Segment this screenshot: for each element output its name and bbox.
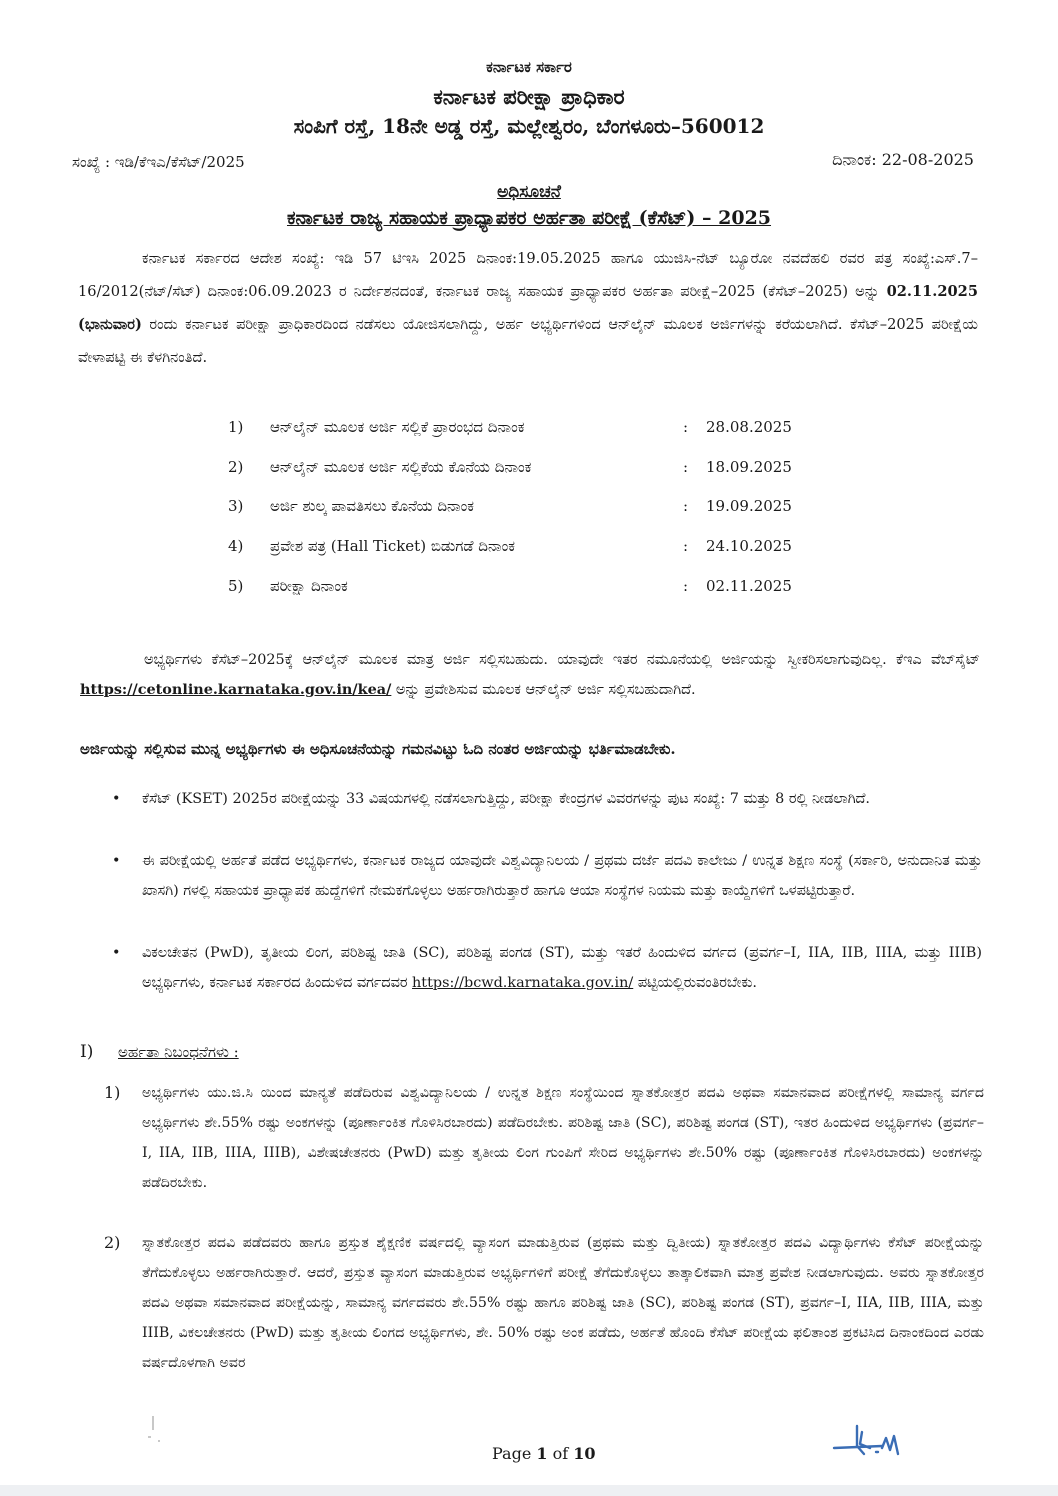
signature-mark [824, 1424, 906, 1464]
online-note-text-after: ಅನ್ನು ಪ್ರವೇಶಿಸುವ ಮೂಲಕ ಆನ್‌ಲೈನ್ ಅರ್ಜಿ ಸಲ್ಲಿಸಬಹುದಾಗಿದೆ. [391, 682, 696, 698]
government-name: ಕರ್ನಾಟಕ ಸರ್ಕಾರ [486, 58, 572, 76]
bullet-text-after: ಪಟ್ಟಿಯಲ್ಲಿರುವಂತಿರಬೇಕು. [633, 975, 757, 991]
intro-paragraph [78, 242, 978, 374]
schedule-date: 24.10.2025 [706, 537, 792, 555]
bullet-text: ವಿಕಲಚೇತನ (PwD), ತೃತೀಯ ಲಿಂಗ, ಪರಿಶಿಷ್ಟ ಜಾತಿ (SC), ಪರಿಶಿಷ್ಟ ಪಂಗಡ (ST), ಮತ್ತು ಇತರೆ ಹಿಂದುಳಿದ ವರ್ಗದ (ಪ್ರವರ್ಗ–I, IIA, IIB, IIIA, ಮತ್ತು IIIB) ಅಭ್ಯರ್ಥಿಗಳು, ಕರ್ನಾಟಕ ಸರ್ಕಾರದ ಹಿಂದುಳಿದ ವರ್ಗದವರ [142, 945, 982, 991]
schedule-number: 4) [228, 537, 244, 555]
bullet-icon: • [112, 945, 121, 961]
notification-heading: ಅಧಿಸೂಚನೆ [497, 182, 561, 202]
bullet-item [112, 846, 982, 906]
schedule-label: ಪ್ರವೇಶ ಪತ್ರ (Hall Ticket) ಬಿಡುಗಡೆ ದಿನಾಂಕ [270, 537, 515, 555]
kea-website-link[interactable]: https://cetonline.karnataka.gov.in/kea/ [80, 681, 392, 698]
page-number: Page 1 of 10 [492, 1444, 596, 1463]
schedule-label: ಅರ್ಜಿ ಶುಲ್ಕ ಪಾವತಿಸಲು ಕೊನೆಯ ದಿನಾಂಕ [270, 497, 475, 515]
bullet-text: ಕೆಸೆಟ್ (KSET) 2025ರ ಪರೀಕ್ಷೆಯನ್ನು 33 ವಿಷಯಗಳಲ್ಲಿ ನಡೆಸಲಾಗುತ್ತಿದ್ದು, ಪರೀಕ್ಷಾ ಕೇಂದ್ರಗಳ ವಿವರಗಳನ್ನು ಪುಟ ಸಂಖ್ಯೆ: 7 ಮತ್ತು 8 ರಲ್ಲಿ ನೀಡಲಾಗಿದೆ. [142, 791, 871, 807]
schedule-date: 18.09.2025 [706, 458, 792, 476]
schedule-label: ಆನ್‌ಲೈನ್ ಮೂಲಕ ಅರ್ಜಿ ಸಲ್ಲಿಕೆ ಪ್ರಾರಂಭದ ದಿನಾಂಕ [270, 418, 525, 436]
online-note-text: ಅಭ್ಯರ್ಥಿಗಳು ಕೆಸೆಟ್–2025ಕ್ಕೆ ಆನ್‌ಲೈನ್ ಮೂಲಕ ಮಾತ್ರ ಅರ್ಜಿ ಸಲ್ಲಿಸಬಹುದು. ಯಾವುದೇ ಇತರ ನಮೂನೆಯಲ್ಲಿ ಅರ್ಜಿಯನ್ನು ಸ್ವೀಕರಿಸಲಾಗುವುದಿಲ್ಲ. ಕೆಇಎ ವೆಬ್‌ಸೈಟ್ [144, 652, 981, 668]
schedule-row [228, 497, 798, 525]
exam-date-highlight: 02.11.2025 (ಭಾನುವಾರ) [78, 283, 978, 333]
schedule-number: 2) [228, 458, 244, 476]
schedule-row [228, 458, 798, 486]
schedule-number: 5) [228, 577, 244, 595]
schedule-number: 1) [228, 418, 244, 436]
online-note-paragraph [80, 646, 980, 705]
schedule-number: 3) [228, 497, 244, 515]
scan-artifact [140, 1410, 170, 1450]
document-date: ದಿನಾಂಕ: 22-08-2025 [832, 150, 974, 169]
section-heading [80, 1042, 239, 1062]
schedule-label: ಆನ್‌ಲೈನ್ ಮೂಲಕ ಅರ್ಜಿ ಸಲ್ಲಿಕೆಯ ಕೊನೆಯ ದಿನಾಂಕ [270, 458, 532, 476]
bullet-text: ಈ ಪರೀಕ್ಷೆಯಲ್ಲಿ ಅರ್ಹತೆ ಪಡೆದ ಅಭ್ಯರ್ಥಿಗಳು, ಕರ್ನಾಟಕ ರಾಜ್ಯದ ಯಾವುದೇ ವಿಶ್ವವಿದ್ಯಾನಿಲಯ / ಪ್ರಥಮ ದರ್ಜೆ ಪದವಿ ಕಾಲೇಜು / ಉನ್ನತ ಶಿಕ್ಷಣ ಸಂಸ್ಥೆ (ಸರ್ಕಾರಿ, ಅನುದಾನಿತ ಮತ್ತು ಖಾಸಗಿ) ಗಳಲ್ಲಿ ಸಹಾಯಕ ಪ್ರಾಧ್ಯಾಪಕ ಹುದ್ದೆಗಳಿಗೆ ನೇಮಕಗೊಳ್ಳಲು ಅರ್ಹರಾಗಿರುತ್ತಾರೆ ಹಾಗೂ ಆಯಾ ಸಂಸ್ಥೆಗಳ ನಿಯಮ ಮತ್ತು ಕಾಯ್ದೆಗಳಿಗೆ ಒಳಪಟ್ಟಿರುತ್ತಾರೆ. [142, 853, 982, 899]
item-text: ಸ್ನಾತಕೋತ್ತರ ಪದವಿ ಪಡೆದವರು ಹಾಗೂ ಪ್ರಸ್ತುತ ಶೈಕ್ಷಣಿಕ ವರ್ಷದಲ್ಲಿ ವ್ಯಾಸಂಗ ಮಾಡುತ್ತಿರುವ (ಪ್ರಥಮ ಮತ್ತು ದ್ವಿತೀಯ) ಸ್ನಾತಕೋತ್ತರ ಪದವಿ ವಿದ್ಯಾರ್ಥಿಗಳು ಕೆಸೆಟ್ ಪರೀಕ್ಷೆಯನ್ನು ತೆಗೆದುಕೊಳ್ಳಲು ಅರ್ಹರಾಗಿರುತ್ತಾರೆ. ಆದರೆ, ಪ್ರಸ್ತುತ ವ್ಯಾಸಂಗ ಮಾಡುತ್ತಿರುವ ಅಭ್ಯರ್ಥಿಗಳಿಗೆ ಪರೀಕ್ಷೆ ತೆಗೆದುಕೊಳ್ಳಲು ತಾತ್ಕಾಲಿಕವಾಗಿ ಮಾತ್ರ ಪ್ರವೇಶ ನೀಡಲಾಗುವುದು. ಅವರು ಸ್ನಾತಕೋತ್ತರ ಪದವಿ ಅಥವಾ ಸಮಾನವಾದ ಪರೀಕ್ಷೆಯನ್ನು, ಸಾಮಾನ್ಯ ವರ್ಗದವರು ಶೇ.55% ರಷ್ಟು ಹಾಗೂ ಪರಿಶಿಷ್ಟ ಜಾತಿ (SC), ಪರಿಶಿಷ್ಟ ಪಂಗಡ (ST), ಪ್ರವರ್ಗ–I, IIA, IIB, IIIA, ಮತ್ತು IIIB, ವಿಕಲಚೇತನರು (PwD) ಮತ್ತು ತೃತೀಯ ಲಿಂಗದ ಅಭ್ಯರ್ಥಿಗಳು, ಶೇ. 50% ರಷ್ಟು ಅಂಕ ಪಡೆದು, ಅರ್ಹತೆ ಹೊಂದಿ ಕೆಸೆಟ್ ಪರೀಕ್ಷೆಯ ಫಲಿತಾಂಶ ಪ್ರಕಟಿಸಿದ ದಿನಾಂಕದಿಂದ ಎರಡು ವರ್ಷದೊಳಗಾಗಿ ಅವರ [142, 1235, 984, 1371]
bold-instruction: ಅರ್ಜಿಯನ್ನು ಸಲ್ಲಿಸುವ ಮುನ್ನ ಅಭ್ಯರ್ಥಿಗಳು ಈ ಅಧಿಸೂಚನೆಯನ್ನು ಗಮನವಿಟ್ಟು ಓದಿ ನಂತರ ಅರ್ಜಿಯನ್ನು ಭರ್ತಿಮಾಡಬೇಕು. [80, 740, 676, 758]
notification-subject: ಕರ್ನಾಟಕ ರಾಜ್ಯ ಸಹಾಯಕ ಪ್ರಾಧ್ಯಾಪಕರ ಅರ್ಹತಾ ಪರೀಕ್ಷೆ (ಕೆಸೆಟ್) – 2025 [286, 207, 772, 229]
bcwd-website-link[interactable]: https://bcwd.karnataka.gov.in/ [412, 975, 634, 991]
eligibility-item [104, 1228, 984, 1378]
schedule-colon: : [683, 497, 689, 515]
section-numeral: I) [80, 1042, 94, 1062]
authority-name: ಕರ್ನಾಟಕ ಪರೀಕ್ಷಾ ಪ್ರಾಧಿಕಾರ [433, 84, 625, 109]
schedule-date: 19.09.2025 [706, 497, 792, 515]
bullet-item [112, 784, 982, 814]
authority-address: ಸಂಪಿಗೆ ರಸ್ತೆ, 18ನೇ ಅಡ್ಡ ರಸ್ತೆ, ಮಲ್ಲೇಶ್ವರಂ, ಬೆಂಗಳೂರು–560012 [293, 114, 765, 138]
schedule-row [228, 537, 798, 565]
eligibility-item [104, 1078, 984, 1198]
section-title: ಅರ್ಹತಾ ನಿಬಂಧನೆಗಳು : [118, 1043, 239, 1061]
reference-number: ಸಂಖ್ಯೆ : ಇಡಿ/ಕೆಇಎ/ಕೆಸೆಟ್/2025 [72, 153, 245, 171]
schedule-colon: : [683, 537, 689, 555]
schedule-row [228, 418, 798, 446]
bullet-icon: • [112, 853, 121, 869]
bullet-icon: • [112, 791, 121, 807]
schedule-date: 28.08.2025 [706, 418, 792, 436]
schedule-row [228, 577, 798, 605]
intro-text-after: ರಂದು ಕರ್ನಾಟಕ ಪರೀಕ್ಷಾ ಪ್ರಾಧಿಕಾರದಿಂದ ನಡೆಸಲು ಯೋಜಿಸಲಾಗಿದ್ದು, ಅರ್ಹ ಅಭ್ಯರ್ಥಿಗಳಿಂದ ಆನ್‌ಲೈನ್ ಮೂಲಕ ಅರ್ಜಿಗಳನ್ನು ಕರೆಯಲಾಗಿದೆ. ಕೆಸೆಟ್–2025 ಪರೀಕ್ಷೆಯ ವೇಳಾಪಟ್ಟಿ ಈ ಕೆಳಗಿನಂತಿದೆ. [78, 316, 978, 366]
intro-text: ಕರ್ನಾಟಕ ಸರ್ಕಾರದ ಆದೇಶ ಸಂಖ್ಯೆ: ಇಡಿ 57 ಟಿಇಸಿ 2025 ದಿನಾಂಕ:19.05.2025 ಹಾಗೂ ಯುಜಿಸಿ-ನೆಟ್ ಬ್ಯೂರೋ ನವದೆಹಲಿ ರವರ ಪತ್ರ ಸಂಖ್ಯೆ:ಎಸ್.7–16/2012(ನೆಟ್/ಸೆಟ್) ದಿನಾಂಕ:06.09.2023 ರ ನಿರ್ದೇಶನದಂತೆ, ಕರ್ನಾಟಕ ರಾಜ್ಯ ಸಹಾಯಕ ಪ್ರಾಧ್ಯಾಪಕರ ಅರ್ಹತಾ ಪರೀಕ್ಷೆ–2025 (ಕೆಸೆಟ್–2025) ಅನ್ನು [78, 250, 978, 300]
item-number: 2) [104, 1233, 121, 1252]
schedule-date: 02.11.2025 [706, 577, 792, 595]
schedule-colon: : [683, 458, 689, 476]
schedule-label: ಪರೀಕ್ಷಾ ದಿನಾಂಕ [270, 577, 348, 595]
item-text: ಅಭ್ಯರ್ಥಿಗಳು ಯು.ಜಿ.ಸಿ ಯಿಂದ ಮಾನ್ಯತೆ ಪಡೆದಿರುವ ವಿಶ್ವವಿದ್ಯಾನಿಲಯ / ಉನ್ನತ ಶಿಕ್ಷಣ ಸಂಸ್ಥೆಯಿಂದ ಸ್ನಾತಕೋತ್ತರ ಪದವಿ ಅಥವಾ ಸಮಾನವಾದ ಪರೀಕ್ಷೆಗಳಲ್ಲಿ ಸಾಮಾನ್ಯ ವರ್ಗದ ಅಭ್ಯರ್ಥಿಗಳು ಶೇ.55% ರಷ್ಟು ಅಂಕಗಳನ್ನು (ಪೂರ್ಣಾಂಕಿತ ಗೊಳಿಸಿರಬಾರದು) ಪಡೆದಿರಬೇಕು. ಪರಿಶಿಷ್ಟ ಜಾತಿ (SC), ಪರಿಶಿಷ್ಟ ಪಂಗಡ (ST), ಇತರ ಹಿಂದುಳಿದ ಅಭ್ಯರ್ಥಿಗಳು (ಪ್ರವರ್ಗ–I, IIA, IIB, IIIA, IIIB), ವಿಶೇಷಚೇತನರು (PwD) ಮತ್ತು ತೃತೀಯ ಲಿಂಗ ಗುಂಪಿಗೆ ಸೇರಿದ ಅಭ್ಯರ್ಥಿಗಳು ಶೇ.50% ರಷ್ಟು (ಪೂರ್ಣಾಂಕಿತ ಗೊಳಿಸಿರಬಾರದು) ಅಂಕಗಳನ್ನು ಪಡೆದಿರಬೇಕು. [142, 1085, 984, 1191]
item-number: 1) [104, 1083, 121, 1102]
schedule-colon: : [683, 577, 689, 595]
bullet-item [112, 938, 982, 998]
page-bottom-edge [0, 1485, 1058, 1496]
schedule-colon: : [683, 418, 689, 436]
